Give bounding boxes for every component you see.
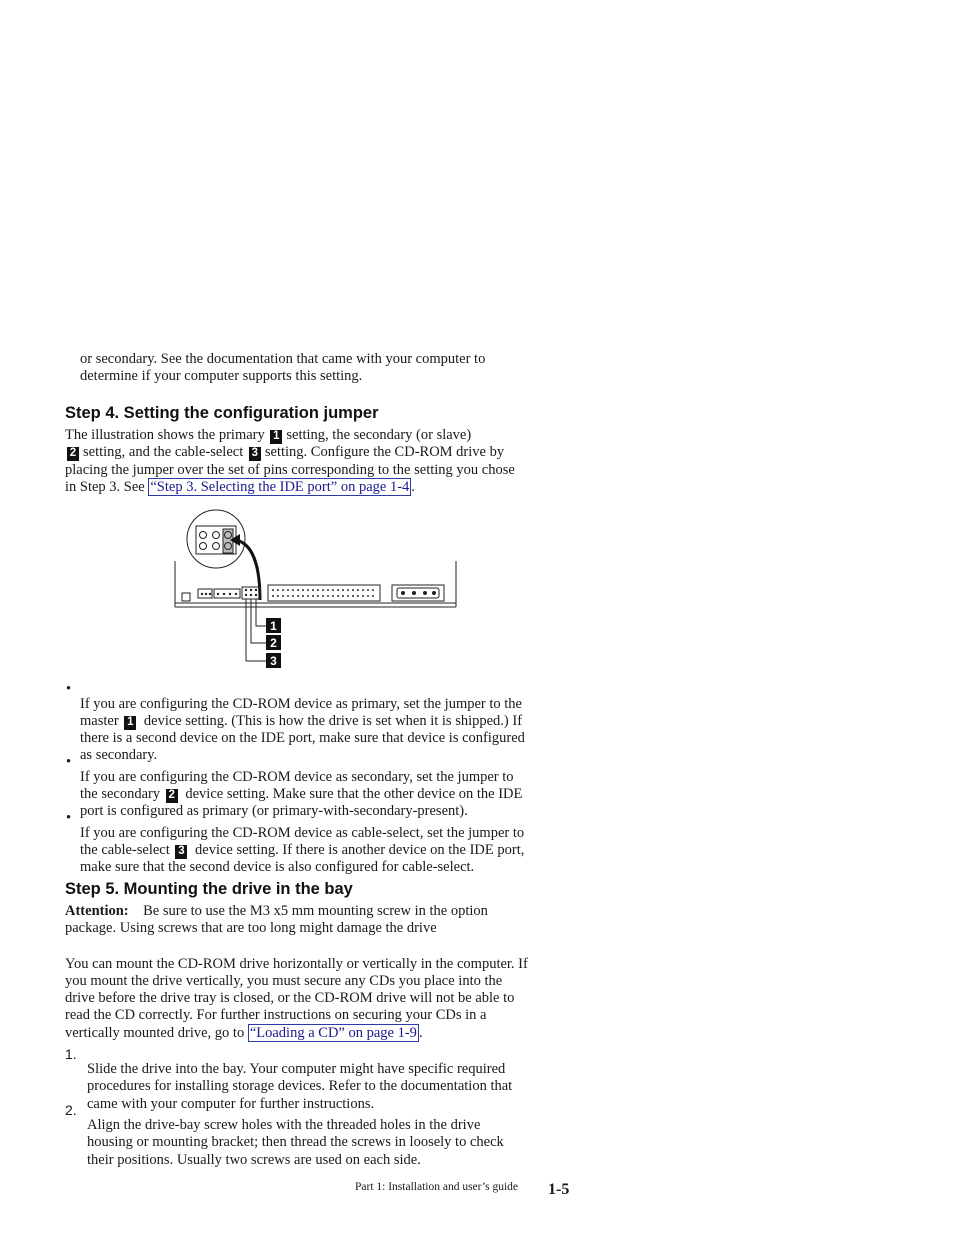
callout-2-badge: 2 [67, 447, 79, 461]
bullet-text: device setting. Make sure that the other device on the IDE [185, 785, 523, 802]
list-item-1-line-1: Slide the drive into the bay. Your computer might have specific required [87, 1060, 506, 1077]
step5-para-line-3: drive before the drive tray is closed, or the CD-ROM drive will not be able to [65, 990, 515, 1006]
list-item-1-line-2: procedures for installing storage devices. Refer to the documentation that [87, 1077, 513, 1094]
step5-text: . [418, 1025, 423, 1041]
bullet-2-mark: • [66, 754, 72, 770]
attention-line-2: package. Using screws that are too long might damage the drive [65, 920, 437, 936]
step5-para-line-5 [65, 1025, 423, 1042]
intro-line-2: determine if your computer supports this setting. [80, 368, 363, 384]
list-item-2-line-1: Align the drive-bay screw holes with the threaded holes in the drive [87, 1116, 481, 1133]
step5-heading: Step 5. Mounting the drive in the bay [65, 880, 353, 898]
led-square [182, 593, 190, 601]
attention-label: Attention: [65, 903, 129, 919]
link-loading-a-cd[interactable]: “Loading a CD” on page 1-9 [249, 1025, 417, 1041]
step4-para-line-1 [65, 427, 471, 444]
attention-line-1 [65, 903, 488, 920]
bullet-text: the cable-select [80, 841, 170, 858]
bullet-1-line-1: If you are configuring the CD-ROM device as primary, set the jumper to the [80, 695, 522, 712]
bullet-1-line-3: there is a second device on the IDE port, make sure that device is configured [80, 729, 525, 746]
footer-text: Part 1: Installation and user’s guide [355, 1181, 518, 1193]
bullet-2-line-3: port is configured as primary (or primary-with-secondary-present). [80, 802, 468, 819]
bullet-text: device setting. (This is how the drive is set when it is shipped.) If [143, 712, 523, 729]
step4-text: setting, the secondary (or slave) [286, 427, 472, 443]
step5-para-line-4: read the CD correctly. For further instructions on securing your CDs in a [65, 1007, 487, 1023]
jumper-illustration [170, 505, 470, 670]
leader-line-2 [251, 599, 266, 643]
bullet-3-line-3: make sure that the second device is also configured for cable-select. [80, 858, 475, 875]
bullet-3-mark: • [66, 810, 72, 826]
figure-callout-3: 3 [270, 654, 277, 668]
list-item-2-number: 2. [65, 1102, 77, 1118]
bullet-2-line-2 [80, 786, 522, 803]
step4-text: . [411, 479, 415, 495]
step5-para-line-2: you mount the drive vertically, you must secure any CDs you place into the [65, 973, 503, 989]
bullet-1-mark: • [66, 681, 72, 697]
step5-text: vertically mounted drive, go to [65, 1025, 245, 1041]
power-connector [392, 585, 444, 601]
attention-text: Be sure to use the M3 x5 mm mounting screw in the option [143, 903, 488, 919]
bullet-2-badge: 2 [166, 789, 178, 803]
ide-connector [268, 585, 380, 601]
step4-text: setting, and the cable-select [83, 444, 244, 460]
bullet-2-line-1: If you are configuring the CD-ROM device as secondary, set the jumper to [80, 768, 514, 785]
bullet-text: the secondary [80, 785, 161, 802]
bullet-3-line-2 [80, 842, 524, 859]
step4-para-line-4 [65, 479, 415, 496]
step4-text: setting. Configure the CD-ROM drive by [264, 444, 505, 460]
link-step3-ide-port[interactable]: “Step 3. Selecting the IDE port” on page 1-4 [150, 479, 410, 495]
list-item-2-line-2: housing or mounting bracket; then thread the screws in loosely to check [87, 1133, 504, 1150]
step4-para-line-3: placing the jumper over the set of pins corresponding to the setting you chose [65, 462, 515, 478]
bullet-text: master [80, 712, 119, 729]
list-item-1-line-3: came with your computer for further instructions. [87, 1095, 375, 1112]
bullet-1-badge: 1 [124, 716, 136, 730]
figure-callout-2: 2 [270, 636, 277, 650]
step4-para-line-2 [65, 444, 504, 461]
page-number: 1-5 [548, 1181, 570, 1198]
callout-1-badge: 1 [270, 430, 282, 444]
intro-line-1: or secondary. See the documentation that came with your computer to [80, 351, 486, 367]
jumper-pins [242, 587, 260, 599]
bullet-text: device setting. If there is another device on the IDE port, [195, 841, 525, 858]
bullet-3-line-1: If you are configuring the CD-ROM device as cable-select, set the jumper to [80, 824, 525, 841]
list-item-1-number: 1. [65, 1046, 77, 1062]
step4-text: in Step 3. See [65, 479, 145, 495]
bullet-1-line-2 [80, 713, 522, 730]
figure-callout-1: 1 [270, 619, 277, 633]
step4-heading: Step 4. Setting the configuration jumper [65, 404, 379, 422]
list-item-2-line-3: their positions. Usually two screws are used on each side. [87, 1151, 421, 1168]
bullet-3-badge: 3 [175, 845, 187, 859]
step4-text: The illustration shows the primary [65, 427, 265, 443]
bullet-1-line-4: as secondary. [80, 746, 158, 763]
callout-3-badge: 3 [249, 447, 261, 461]
step5-para-line-1: You can mount the CD-ROM drive horizontally or vertically in the computer. If [65, 956, 528, 972]
